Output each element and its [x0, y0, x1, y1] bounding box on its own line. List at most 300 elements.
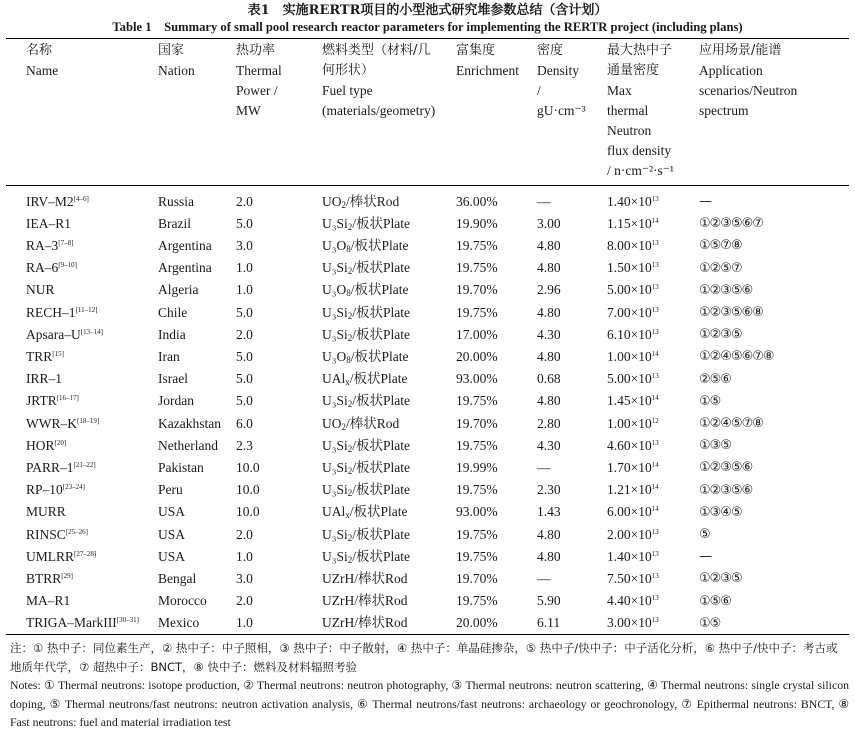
notes-en: Notes: ① Thermal neutrons: isotope production, ② Thermal neutrons: neutron photography, ③ Thermal neutrons: neutron scattering, ④ Thermal neutrons: single crystal silicon doping, ⑤ Thermal neutrons/fast neutrons: neutron activation analysis, ⑥ Thermal neutrons/fast neutrons: archaeology or geochronology, ⑦ Epithermal neutrons: BNCT, ⑧ Fast neutrons: fuel and material irradiation test — [10, 678, 849, 730]
table-row — [6, 501, 849, 523]
density: 2.30 — [537, 482, 561, 498]
cell-enrichment — [436, 545, 517, 567]
fuel-formula: U₃Si — [322, 526, 348, 542]
header-row — [6, 39, 849, 186]
cell-flux — [587, 234, 679, 256]
fuel-formula: U₃Si — [322, 215, 348, 231]
cell-enrichment — [436, 434, 517, 456]
flux-exponent: 13 — [651, 238, 659, 247]
flux-mantissa: 1.50×10 — [607, 260, 652, 276]
reference: [23–24] — [62, 483, 85, 492]
cell-application — [679, 590, 849, 612]
nation: Peru — [158, 482, 183, 498]
application-codes: ①②③⑤⑥⑦ — [699, 216, 763, 232]
flux-mantissa: 6.10×10 — [607, 326, 652, 342]
flux-exponent: 14 — [651, 216, 659, 225]
reference: [20] — [54, 438, 67, 447]
flux-exponent: 12 — [651, 416, 659, 425]
cell-name — [6, 590, 138, 612]
density: 0.68 — [537, 371, 561, 387]
cell-enrichment — [436, 479, 517, 501]
fuel-shape: /板状Plate — [352, 304, 410, 320]
flux-exponent: 14 — [651, 349, 659, 358]
table-row — [6, 186, 849, 213]
nation: Jordan — [158, 393, 194, 409]
column-header-en: Enrichment — [456, 63, 519, 78]
cell-power — [216, 279, 302, 301]
cell-density — [517, 257, 587, 279]
flux-exponent: 13 — [651, 261, 659, 270]
cell-application — [679, 257, 849, 279]
fuel-subscript: 2 — [347, 554, 353, 565]
fuel-shape: /板状Plate — [352, 260, 410, 276]
density: 1.43 — [537, 504, 561, 520]
flux-mantissa: 3.00×10 — [607, 615, 652, 631]
cell-application — [679, 212, 849, 234]
cell-density — [517, 186, 587, 213]
flux-exponent: 13 — [651, 549, 659, 558]
cell-fuel — [302, 279, 436, 301]
cell-name — [6, 257, 138, 279]
nation: Argentina — [158, 260, 212, 276]
cell-nation — [138, 368, 216, 390]
table-row — [6, 479, 849, 501]
fuel-subscript: 2 — [341, 421, 346, 432]
power: 2.0 — [236, 193, 253, 209]
application-codes: ①⑤ — [699, 615, 721, 631]
cell-name — [6, 390, 138, 412]
nation: Mexico — [158, 615, 200, 631]
cell-fuel — [302, 545, 436, 567]
cell-application — [679, 567, 849, 589]
density: 2.80 — [537, 415, 561, 431]
power: 2.3 — [236, 437, 253, 453]
column-header-en: Application scenarios/Neutron spectrum — [699, 63, 798, 118]
fuel-formula: U₃O — [322, 348, 347, 364]
cell-fuel — [302, 434, 436, 456]
cell-flux — [587, 212, 679, 234]
cell-name — [6, 545, 138, 567]
fuel-formula: U₃Si — [322, 260, 348, 276]
fuel-shape: /板状Plate — [349, 371, 408, 387]
cell-power — [216, 523, 302, 545]
density: 4.80 — [537, 304, 561, 320]
reactor-name: RINSC — [26, 526, 66, 542]
reactor-name: BTRR — [26, 570, 62, 586]
cell-enrichment — [436, 279, 517, 301]
reference: [29] — [61, 571, 73, 580]
table-row — [6, 212, 849, 234]
cell-flux — [587, 545, 679, 567]
fuel-shape: /板状Plate — [350, 237, 409, 253]
cell-density — [517, 523, 587, 545]
enrichment: 19.75% — [456, 593, 498, 609]
flux-mantissa: 5.00×10 — [607, 282, 652, 298]
cell-nation — [138, 345, 216, 367]
density: 5.90 — [537, 593, 561, 609]
cell-name — [6, 345, 138, 367]
flux-exponent: 13 — [651, 327, 659, 336]
cell-power — [216, 212, 302, 234]
table-row — [6, 434, 849, 456]
cell-flux — [587, 412, 679, 434]
cell-fuel — [302, 186, 436, 213]
reactor-table — [6, 38, 849, 635]
application-codes: ①②③⑤⑥ — [699, 482, 753, 498]
cell-density — [517, 479, 587, 501]
fuel-shape: /棒状Rod — [354, 615, 408, 631]
reference: [18–19] — [77, 416, 100, 425]
flux-mantissa: 6.00×10 — [607, 504, 652, 520]
reactor-name: RA–3 — [26, 237, 59, 253]
fuel-subscript: x — [345, 377, 350, 388]
cell-fuel — [302, 501, 436, 523]
application-codes: ①②③⑤ — [699, 571, 742, 587]
enrichment: 93.00% — [456, 371, 498, 387]
cell-flux — [587, 368, 679, 390]
cell-application — [679, 345, 849, 367]
fuel-subscript: 2 — [347, 266, 353, 277]
fuel-formula: U₃Si — [322, 326, 348, 342]
table-row — [6, 590, 849, 612]
enrichment: 17.00% — [456, 326, 498, 342]
enrichment: 19.75% — [456, 393, 498, 409]
cell-nation — [138, 212, 216, 234]
fuel-subscript: 8 — [346, 243, 351, 254]
power: 2.0 — [236, 326, 253, 342]
cell-application — [679, 545, 849, 567]
reactor-name: TRR — [26, 348, 53, 364]
fuel-formula: U₃Si — [322, 459, 348, 475]
cell-flux — [587, 523, 679, 545]
flux-mantissa: 7.00×10 — [607, 304, 652, 320]
fuel-formula: UAl — [322, 504, 346, 520]
cell-density — [517, 456, 587, 478]
table-row — [6, 368, 849, 390]
power: 10.0 — [236, 459, 260, 475]
density: 4.80 — [537, 548, 561, 564]
cell-nation — [138, 434, 216, 456]
cell-flux — [587, 434, 679, 456]
flux-mantissa: 1.40×10 — [607, 193, 652, 209]
enrichment: 19.75% — [456, 260, 498, 276]
cell-density — [517, 612, 587, 635]
application-codes: ①⑤⑦⑧ — [699, 238, 742, 254]
cell-nation — [138, 323, 216, 345]
cell-application — [679, 523, 849, 545]
reactor-name: UMLRR — [26, 548, 75, 564]
power: 3.0 — [236, 570, 253, 586]
caption-en: Table 1 Summary of small pool research reactor parameters for implementing the RERTR project (including plans) — [112, 20, 743, 34]
nation: Morocco — [158, 593, 207, 609]
cell-density — [517, 212, 587, 234]
cell-name — [6, 323, 138, 345]
notes — [6, 639, 849, 732]
cell-density — [517, 545, 587, 567]
cell-power — [216, 434, 302, 456]
cell-density — [517, 279, 587, 301]
cell-power — [216, 186, 302, 213]
cell-enrichment — [436, 412, 517, 434]
cell-enrichment — [436, 612, 517, 635]
flux-exponent: 14 — [651, 505, 659, 514]
cell-density — [517, 434, 587, 456]
column-header-en: Nation — [158, 63, 195, 78]
cell-fuel — [302, 590, 436, 612]
application-codes: ⑤ — [699, 527, 710, 543]
cell-fuel — [302, 212, 436, 234]
power: 10.0 — [236, 504, 260, 520]
fuel-shape: /板状Plate — [352, 526, 410, 542]
cell-power — [216, 501, 302, 523]
power: 1.0 — [236, 548, 253, 564]
application-codes: ①②③⑤⑥ — [699, 282, 753, 298]
column-header — [517, 39, 587, 186]
cell-density — [517, 301, 587, 323]
power: 2.0 — [236, 593, 253, 609]
cell-fuel — [302, 301, 436, 323]
flux-exponent: 13 — [651, 305, 659, 314]
reactor-name: NUR — [26, 282, 55, 298]
reactor-name: MURR — [26, 504, 66, 520]
reactor-name: RA–6 — [26, 260, 59, 276]
reference: [9–10] — [58, 261, 77, 270]
reactor-name: PARR–1 — [26, 459, 74, 475]
density: 4.80 — [537, 348, 561, 364]
fuel-subscript: 8 — [346, 288, 351, 299]
cell-enrichment — [436, 501, 517, 523]
cell-name — [6, 612, 138, 635]
cell-fuel — [302, 234, 436, 256]
cell-power — [216, 234, 302, 256]
application-codes: ②⑤⑥ — [699, 371, 731, 387]
enrichment: 19.70% — [456, 570, 498, 586]
cell-nation — [138, 257, 216, 279]
application-codes: ①⑤⑥ — [699, 593, 731, 609]
reactor-name: RP–10 — [26, 482, 63, 498]
power: 1.0 — [236, 260, 253, 276]
table-row — [6, 345, 849, 367]
table-row — [6, 545, 849, 567]
table-body — [6, 186, 849, 635]
cell-power — [216, 345, 302, 367]
reference: [30–31] — [116, 616, 139, 625]
cell-name — [6, 186, 138, 213]
column-header-cn: 密度 — [537, 43, 564, 58]
cell-enrichment — [436, 523, 517, 545]
fuel-shape: /板状Plate — [349, 504, 408, 520]
fuel-formula: U₃O — [322, 237, 347, 253]
cell-application — [679, 301, 849, 323]
cell-flux — [587, 479, 679, 501]
cell-flux — [587, 257, 679, 279]
cell-enrichment — [436, 345, 517, 367]
enrichment: 19.75% — [456, 482, 498, 498]
fuel-shape: /板状Plate — [352, 459, 410, 475]
column-header-en: Thermal Power / MW — [236, 63, 282, 118]
cell-enrichment — [436, 590, 517, 612]
cell-power — [216, 545, 302, 567]
cell-flux — [587, 612, 679, 635]
table-row — [6, 323, 849, 345]
fuel-shape: /板状Plate — [352, 326, 410, 342]
fuel-shape: /棒状Rod — [354, 593, 408, 609]
flux-mantissa: 4.40×10 — [607, 593, 652, 609]
cell-fuel — [302, 390, 436, 412]
cell-nation — [138, 390, 216, 412]
flux-exponent: 14 — [651, 394, 659, 403]
cell-flux — [587, 345, 679, 367]
column-header-cn: 热功率 — [236, 43, 276, 58]
reactor-name: HOR — [26, 437, 55, 453]
density: 2.96 — [537, 282, 561, 298]
nation: Russia — [158, 193, 195, 209]
fuel-shape: /棒状Rod — [346, 193, 400, 209]
power: 3.0 — [236, 237, 253, 253]
density: 4.80 — [537, 260, 561, 276]
cell-power — [216, 257, 302, 279]
application-codes: ①②③⑤⑥ — [699, 460, 753, 476]
fuel-formula: UZrH — [322, 593, 355, 609]
application-codes: ①②③⑤⑥⑧ — [699, 305, 763, 321]
flux-exponent: 14 — [651, 460, 659, 469]
application-codes: ①③④⑤ — [699, 504, 742, 520]
cell-application — [679, 234, 849, 256]
column-header — [302, 39, 436, 186]
cell-density — [517, 501, 587, 523]
cell-application — [679, 612, 849, 635]
nation: Iran — [158, 348, 180, 364]
nation: Argentina — [158, 237, 212, 253]
fuel-subscript: 2 — [347, 332, 353, 343]
enrichment: 19.90% — [456, 215, 498, 231]
cell-application — [679, 186, 849, 213]
fuel-formula: U₃Si — [322, 482, 348, 498]
cell-flux — [587, 501, 679, 523]
power: 1.0 — [236, 282, 253, 298]
enrichment: 36.00% — [456, 193, 498, 209]
table-row — [6, 279, 849, 301]
fuel-subscript: x — [345, 510, 350, 521]
enrichment: 20.00% — [456, 348, 498, 364]
density: — — [537, 459, 551, 475]
flux-mantissa: 8.00×10 — [607, 237, 652, 253]
application-codes: — — [699, 194, 711, 209]
flux-mantissa: 1.15×10 — [607, 215, 652, 231]
cell-nation — [138, 279, 216, 301]
flux-exponent: 13 — [651, 283, 659, 292]
reactor-name: IRV–M2 — [26, 193, 74, 209]
fuel-formula: UO — [322, 415, 342, 431]
cell-density — [517, 390, 587, 412]
fuel-subscript: 2 — [347, 310, 353, 321]
nation: Israel — [158, 371, 188, 387]
flux-mantissa: 1.70×10 — [607, 459, 652, 475]
nation: Chile — [158, 304, 188, 320]
density: — — [537, 193, 551, 209]
cell-density — [517, 567, 587, 589]
cell-name — [6, 523, 138, 545]
fuel-subscript: 2 — [341, 199, 346, 210]
cell-nation — [138, 567, 216, 589]
application-codes: ①②③⑤ — [699, 327, 742, 343]
cell-fuel — [302, 567, 436, 589]
reference: [21–22] — [73, 460, 96, 469]
nation: USA — [158, 504, 186, 520]
cell-name — [6, 501, 138, 523]
fuel-shape: /板状Plate — [350, 348, 409, 364]
notes-cn: 注：① 热中子：同位素生产，② 热中子：中子照相，③ 热中子：中子散射，④ 热中子：单晶硅掺杂，⑤ 热中子/快中子：中子活化分析，⑥ 热中子/快中子：考古或地质年代学，⑦ 超热中子：BNCT，⑧ 快中子：燃料及材料辐照考验 — [10, 641, 838, 674]
enrichment: 19.75% — [456, 237, 498, 253]
density: 3.00 — [537, 215, 561, 231]
cell-application — [679, 368, 849, 390]
cell-application — [679, 501, 849, 523]
column-header-en: Name — [26, 63, 59, 78]
power: 5.0 — [236, 348, 253, 364]
reference: [27–28] — [74, 549, 97, 558]
flux-exponent: 13 — [651, 438, 659, 447]
reference: [15] — [52, 349, 64, 358]
fuel-formula: U₃Si — [322, 393, 348, 409]
cell-density — [517, 412, 587, 434]
application-codes: ①⑤ — [699, 393, 721, 409]
cell-application — [679, 479, 849, 501]
cell-name — [6, 434, 138, 456]
nation: India — [158, 326, 186, 342]
fuel-formula: UZrH — [322, 615, 355, 631]
cell-nation — [138, 523, 216, 545]
cell-name — [6, 234, 138, 256]
cell-power — [216, 590, 302, 612]
reactor-name: MA–R1 — [26, 593, 71, 609]
flux-mantissa: 7.50×10 — [607, 570, 652, 586]
cell-fuel — [302, 323, 436, 345]
cell-nation — [138, 301, 216, 323]
table-row — [6, 390, 849, 412]
fuel-formula: U₃Si — [322, 437, 348, 453]
cell-flux — [587, 567, 679, 589]
cell-enrichment — [436, 368, 517, 390]
density: 4.80 — [537, 237, 561, 253]
cell-power — [216, 612, 302, 635]
column-header — [587, 39, 679, 186]
density: 4.80 — [537, 393, 561, 409]
cell-flux — [587, 390, 679, 412]
application-codes: ①②④⑤⑦⑧ — [699, 416, 763, 432]
column-header-cn: 最大热中子通量密度 — [607, 43, 673, 78]
power: 5.0 — [236, 215, 253, 231]
cell-density — [517, 345, 587, 367]
fuel-shape: /板状Plate — [350, 282, 409, 298]
cell-fuel — [302, 479, 436, 501]
cell-nation — [138, 412, 221, 434]
power: 5.0 — [236, 371, 253, 387]
column-header-cn: 富集度 — [456, 43, 496, 58]
cell-name — [6, 212, 138, 234]
enrichment: 19.75% — [456, 304, 498, 320]
fuel-subscript: 8 — [346, 354, 351, 365]
application-codes: ①②⑤⑦ — [699, 260, 742, 276]
reactor-name: RECH–1 — [26, 304, 76, 320]
flux-exponent: 13 — [651, 194, 659, 203]
fuel-shape: /板状Plate — [352, 437, 410, 453]
cell-enrichment — [436, 390, 517, 412]
cell-fuel — [302, 456, 436, 478]
reactor-name: WWR–K — [26, 415, 77, 431]
cell-enrichment — [436, 323, 517, 345]
flux-mantissa: 5.00×10 — [607, 371, 652, 387]
cell-enrichment — [436, 234, 517, 256]
